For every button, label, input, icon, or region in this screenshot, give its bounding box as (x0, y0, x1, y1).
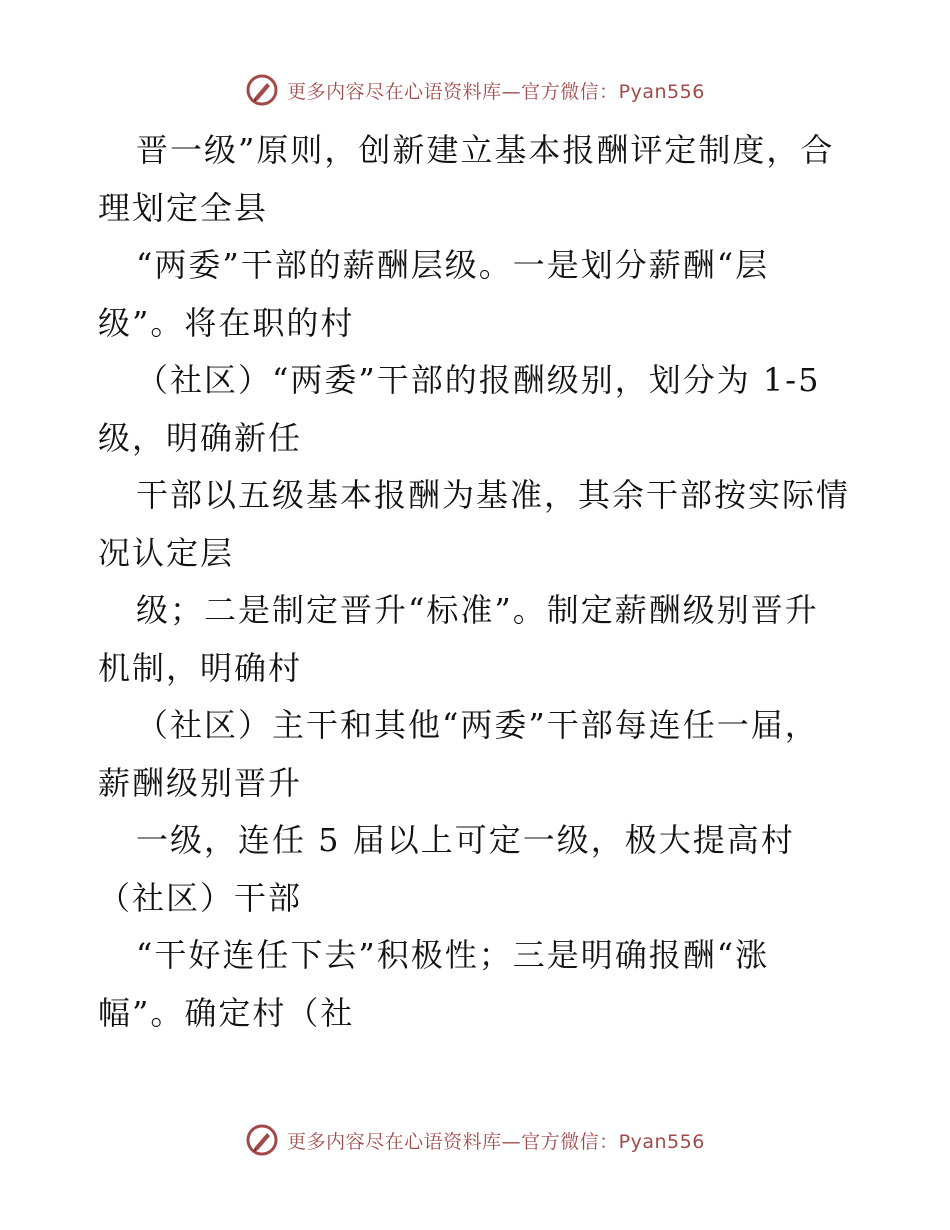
body-line: 级；二是制定晋升“标准”。制定薪酬级别晋升 (136, 591, 819, 629)
footer-banner-text: 更多内容尽在心语资料库—官方微信：Pyan556 (287, 1130, 705, 1153)
body-line: 况认定层 (98, 533, 235, 572)
body-line: 级，明确新任 (98, 418, 303, 457)
header-banner (0, 70, 950, 110)
pen-circle-logo-icon (245, 1123, 279, 1157)
body-line: （社区）“两委”干部的报酬级别，划分为 1-5 (136, 361, 821, 399)
footer-banner (0, 1120, 950, 1160)
body-line: “干好连任下去”积极性；三是明确报酬“涨 (136, 936, 770, 974)
body-line: 理划定全县 (98, 188, 269, 227)
body-line: 干部以五级基本报酬为基准，其余干部按实际情 (136, 476, 851, 514)
body-line: （社区）干部 (98, 878, 303, 917)
body-line: 幅”。确定村（社 (98, 993, 355, 1032)
body-line: （社区）主干和其他“两委”干部每连任一届， (136, 706, 819, 744)
document-body (98, 122, 858, 1042)
body-line: 晋一级”原则，创新建立基本报酬评定制度，合 (136, 131, 835, 169)
body-line: “两委”干部的薪酬层级。一是划分薪酬“层 (136, 246, 770, 284)
body-line: 薪酬级别晋升 (98, 763, 303, 802)
pen-circle-logo-icon (245, 73, 279, 107)
body-line: 一级，连任 5 届以上可定一级，极大提高村 (136, 821, 795, 859)
body-line: 级”。将在职的村 (98, 303, 355, 342)
header-banner-text: 更多内容尽在心语资料库—官方微信：Pyan556 (287, 80, 705, 103)
body-line: 机制，明确村 (98, 648, 303, 687)
